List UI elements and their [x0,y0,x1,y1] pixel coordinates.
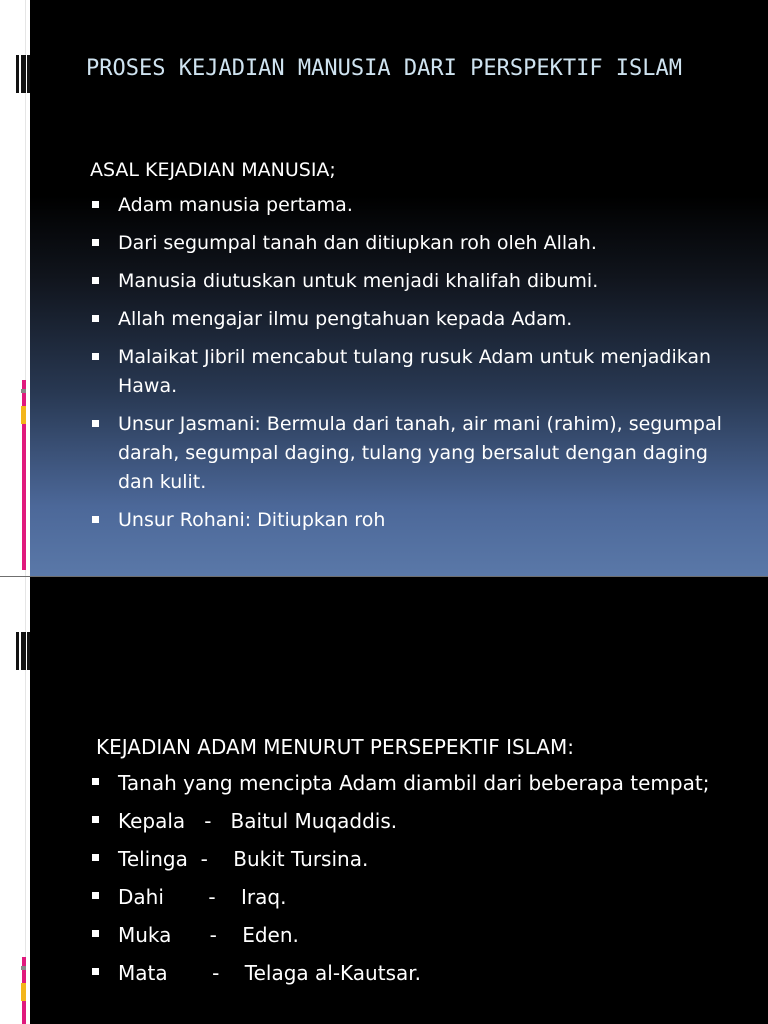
bullet-item: Unsur Rohani: Ditiupkan roh [90,506,730,535]
bullet-square-icon [92,816,99,823]
bullet-item: Unsur Jasmani: Bermula dari tanah, air mani (rahim), segumpal darah, segumpal daging, tulang yang bersalut dengan daging dan kulit. [90,410,730,497]
accent-gold-mark [21,406,26,424]
bullet-item: Muka - Eden. [90,920,730,950]
bullet-square-icon [92,516,99,523]
accent-gold-mark [21,983,26,1001]
bullet-square-icon [92,930,99,937]
bullet-square-icon [92,778,99,785]
bullet-list [90,768,730,988]
bullet-item: Telinga - Bukit Tursina. [90,844,730,874]
decorative-bars-icon [16,55,30,93]
bullet-square-icon [92,239,99,246]
bullet-square-icon [92,315,99,322]
accent-gray-mark [21,389,26,393]
bullet-square-icon [92,353,99,360]
decorative-bars-icon [16,632,30,670]
bullet-item: Dari segumpal tanah dan ditiupkan roh oleh Allah. [90,229,730,258]
bullet-square-icon [92,854,99,861]
bullet-item: Manusia diutuskan untuk menjadi khalifah dibumi. [90,267,730,296]
bullet-square-icon [92,201,99,208]
bullet-item: Dahi - Iraq. [90,882,730,912]
bullet-item: Allah mengajar ilmu pengtahuan kepada Adam. [90,305,730,334]
bullet-square-icon [92,277,99,284]
bullet-item: Kepala - Baitul Muqaddis. [90,806,730,836]
bullet-square-icon [92,420,99,427]
bullet-item: Mata - Telaga al-Kautsar. [90,958,730,988]
accent-gray-mark [21,966,26,970]
slide-1-body [90,156,730,544]
section-heading: KEJADIAN ADAM MENURUT PERSEPEKTIF ISLAM: [96,735,574,759]
bullet-item: Malaikat Jibril mencabut tulang rusuk Adam untuk menjadikan Hawa. [90,343,730,401]
bullet-item: Adam manusia pertama. [90,191,730,220]
section-heading: ASAL KEJADIAN MANUSIA; [90,159,336,181]
bullet-square-icon [92,968,99,975]
bullet-item: Tanah yang mencipta Adam diambil dari beberapa tempat; [90,768,730,798]
bullet-square-icon [92,892,99,899]
slide-2-body [90,733,730,996]
slide-title: PROSES KEJADIAN MANUSIA DARI PERSPEKTIF ISLAM [86,56,683,81]
bullet-list [90,191,730,535]
